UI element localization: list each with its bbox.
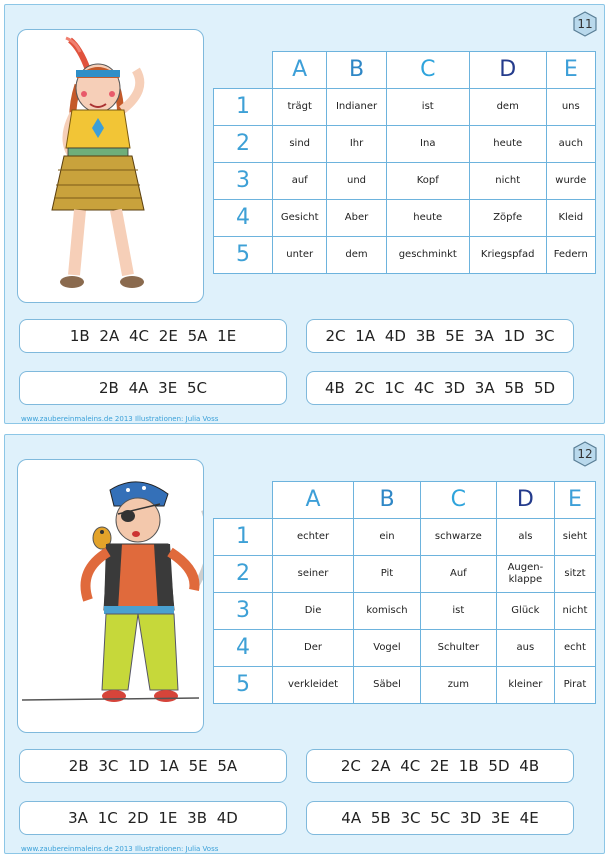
grid-row-4	[214, 200, 596, 237]
grid-cell: Gesicht	[273, 200, 327, 237]
grid-cell: Auf	[420, 556, 496, 593]
column-header-b: B	[327, 52, 386, 89]
word-grid	[213, 481, 596, 704]
column-header-d: D	[496, 482, 554, 519]
card-number-badge	[572, 11, 598, 37]
code-box: 2B 3C 1D 1A 5E 5A	[19, 749, 287, 783]
code-box: 3A 1C 2D 1E 3B 4D	[19, 801, 287, 835]
grid-row-5	[214, 237, 596, 274]
grid-cell: seiner	[273, 556, 354, 593]
grid-row-3	[214, 593, 596, 630]
row-header: 2	[214, 126, 273, 163]
grid-cell: Augen- klappe	[496, 556, 554, 593]
grid-cell: geschminkt	[386, 237, 469, 274]
grid-cell: sieht	[554, 519, 595, 556]
grid-cell: heute	[469, 126, 546, 163]
grid-cell: kleiner	[496, 667, 554, 704]
grid-cell: Kopf	[386, 163, 469, 200]
grid-cell: Aber	[327, 200, 386, 237]
grid-cell: Säbel	[354, 667, 421, 704]
grid-cell: zum	[420, 667, 496, 704]
credits-text: www.zaubereinmaleins.de 2013 Illustrationen: Julia Voss	[21, 845, 219, 853]
grid-cell: dem	[469, 89, 546, 126]
grid-cell: Die	[273, 593, 354, 630]
column-header-c: C	[386, 52, 469, 89]
grid-cell: sind	[273, 126, 327, 163]
grid-cell: Ina	[386, 126, 469, 163]
card-number-badge	[572, 441, 598, 467]
grid-cell: Vogel	[354, 630, 421, 667]
grid-cell: Schulter	[420, 630, 496, 667]
credits-text: www.zaubereinmaleins.de 2013 Illustrationen: Julia Voss	[21, 415, 219, 423]
grid-cell: wurde	[546, 163, 595, 200]
grid-corner	[214, 52, 273, 89]
grid-row-1	[214, 89, 596, 126]
code-box: 4A 5B 3C 5C 3D 3E 4E	[306, 801, 574, 835]
column-header-c: C	[420, 482, 496, 519]
grid-cell: nicht	[554, 593, 595, 630]
column-header-e: E	[546, 52, 595, 89]
grid-cell: ein	[354, 519, 421, 556]
row-header: 3	[214, 593, 273, 630]
code-box: 1B 2A 4C 2E 5A 1E	[19, 319, 287, 353]
pirate-boy-picture	[18, 460, 203, 732]
grid-cell: Pirat	[554, 667, 595, 704]
grid-cell: Indianer	[327, 89, 386, 126]
grid-cell: echt	[554, 630, 595, 667]
card-number: 12	[577, 447, 593, 461]
grid-cell: ist	[420, 593, 496, 630]
word-grid	[213, 51, 596, 274]
grid-cell: trägt	[273, 89, 327, 126]
grid-cell: Kleid	[546, 200, 595, 237]
row-header: 1	[214, 519, 273, 556]
grid-cell: auch	[546, 126, 595, 163]
grid-cell: und	[327, 163, 386, 200]
grid-cell: schwarze	[420, 519, 496, 556]
column-header-b: B	[354, 482, 421, 519]
row-header: 3	[214, 163, 273, 200]
code-box: 2C 1A 4D 3B 5E 3A 1D 3C	[306, 319, 574, 353]
puzzle-card-12	[4, 434, 605, 854]
puzzle-card-11	[4, 4, 605, 424]
grid-cell: echter	[273, 519, 354, 556]
grid-cell: Ihr	[327, 126, 386, 163]
code-box: 2B 4A 3E 5C	[19, 371, 287, 405]
grid-cell: uns	[546, 89, 595, 126]
row-header: 4	[214, 200, 273, 237]
grid-cell: auf	[273, 163, 327, 200]
row-header: 4	[214, 630, 273, 667]
row-header: 1	[214, 89, 273, 126]
code-box: 4B 2C 1C 4C 3D 3A 5B 5D	[306, 371, 574, 405]
grid-row-4	[214, 630, 596, 667]
column-header-a: A	[273, 52, 327, 89]
native-girl-picture	[18, 30, 203, 302]
grid-row-1	[214, 519, 596, 556]
native-girl-illustration	[17, 29, 204, 303]
pirate-boy-illustration	[17, 459, 204, 733]
code-box: 2C 2A 4C 2E 1B 5D 4B	[306, 749, 574, 783]
row-header: 2	[214, 556, 273, 593]
grid-cell: sitzt	[554, 556, 595, 593]
grid-row-2	[214, 126, 596, 163]
row-header: 5	[214, 667, 273, 704]
grid-row-2	[214, 556, 596, 593]
grid-corner	[214, 482, 273, 519]
column-header-a: A	[273, 482, 354, 519]
grid-cell: nicht	[469, 163, 546, 200]
grid-cell: Kriegspfad	[469, 237, 546, 274]
grid-cell: dem	[327, 237, 386, 274]
grid-cell: unter	[273, 237, 327, 274]
card-number: 11	[577, 17, 593, 31]
row-header: 5	[214, 237, 273, 274]
column-header-e: E	[554, 482, 595, 519]
grid-cell: Pit	[354, 556, 421, 593]
grid-cell: komisch	[354, 593, 421, 630]
grid-cell: Der	[273, 630, 354, 667]
grid-cell: Glück	[496, 593, 554, 630]
grid-cell: ist	[386, 89, 469, 126]
grid-cell: aus	[496, 630, 554, 667]
grid-cell: Zöpfe	[469, 200, 546, 237]
grid-row-5	[214, 667, 596, 704]
grid-cell: Federn	[546, 237, 595, 274]
grid-cell: als	[496, 519, 554, 556]
grid-cell: heute	[386, 200, 469, 237]
grid-row-3	[214, 163, 596, 200]
grid-cell: verkleidet	[273, 667, 354, 704]
column-header-d: D	[469, 52, 546, 89]
